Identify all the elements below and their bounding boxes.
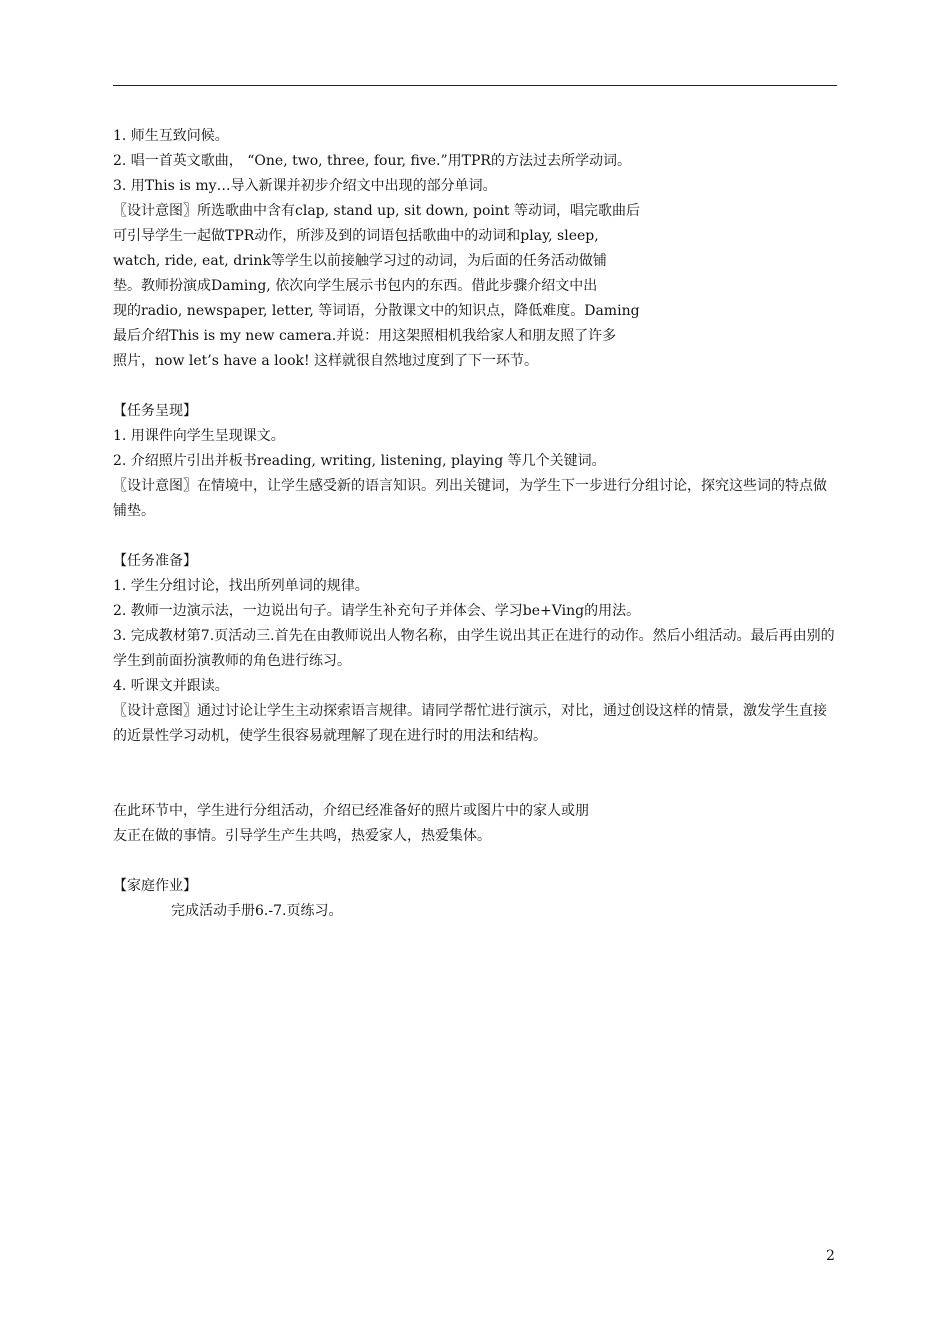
activity-line: 在此环节中，学生进行分组活动，介绍已经准备好的照片或图片中的家人或朋 <box>113 803 589 819</box>
section-heading: 【任务准备】 <box>113 553 197 569</box>
presentation-item: 1. 用课件向学生呈现课文。 <box>113 428 285 444</box>
spacer <box>113 374 837 399</box>
presentation-item: 2. 介绍照片引出并板书reading, writing, listening, playing 等几个关键词。 <box>113 453 606 469</box>
document-body <box>113 124 837 924</box>
design-intent-line: 垫。教师扮演成Daming, 依次向学生展示书包内的东西。借此步骤介绍文中出 <box>113 278 598 294</box>
design-intent-line: 〖设计意图〗所选歌曲中含有clap, stand up, sit down, point 等动词，唱完歌曲后 <box>113 203 640 219</box>
preparation-item: 4. 听课文并跟读。 <box>113 678 229 694</box>
preparation-item: 2. 教师一边演示法，一边说出句子。请学生补充句子并体会、学习be+Ving的用法。 <box>113 603 641 619</box>
design-intent-paragraph: 〖设计意图〗通过讨论让学生主动探索语言规律。请同学帮忙进行演示，对比，通过创设这样的情景，激发学生直接的近景性学习动机，使学生很容易就理解了现在进行时的用法和结构。 <box>113 703 827 744</box>
spacer <box>113 524 837 549</box>
homework-section <box>113 874 837 924</box>
header-rule <box>113 85 837 86</box>
presentation-section <box>113 399 837 524</box>
section-heading: 【任务呈现】 <box>113 403 197 419</box>
design-intent-line: 最后介绍This is my new camera.并说：用这架照相机我给家人和朋友照了许多 <box>113 328 617 344</box>
design-intent-line: 照片，now let’s have a look! 这样就很自然地过度到了下一环节。 <box>113 353 539 369</box>
section-heading: 【家庭作业】 <box>113 878 197 894</box>
spacer <box>113 849 837 874</box>
warmup-section <box>113 124 837 374</box>
preparation-item: 1. 学生分组讨论，找出所列单词的规律。 <box>113 578 369 594</box>
design-intent-line: 现的radio, newspaper, letter, 等词语，分散课文中的知识点，降低难度。Daming <box>113 303 640 319</box>
homework-text: 完成活动手册6.-7.页练习。 <box>171 903 343 919</box>
design-intent-line: watch, ride, eat, drink等学生以前接触学习过的动词，为后面的任务活动做铺 <box>113 253 607 269</box>
warmup-item: 3. 用This is my…导入新课并初步介绍文中出现的部分单词。 <box>113 178 497 194</box>
page-number: 2 <box>826 1248 835 1264</box>
activity-section <box>113 799 837 849</box>
spacer <box>113 774 837 799</box>
preparation-section <box>113 549 837 749</box>
design-intent-line: 可引导学生一起做TPR动作，所涉及到的词语包括歌曲中的动词和play, sleep, <box>113 228 599 244</box>
activity-line: 友正在做的事情。引导学生产生共鸣，热爱家人，热爱集体。 <box>113 828 491 844</box>
warmup-item: 1. 师生互致问候。 <box>113 128 229 144</box>
preparation-item: 3. 完成教材第7.页活动三.首先在由教师说出人物名称，由学生说出其正在进行的动作。然后小组活动。最后再由别的学生到前面扮演教师的角色进行练习。 <box>113 628 835 669</box>
design-intent-paragraph: 〖设计意图〗在情境中，让学生感受新的语言知识。列出关键词，为学生下一步进行分组讨论，探究这些词的特点做铺垫。 <box>113 478 827 519</box>
spacer <box>113 749 837 774</box>
warmup-item: 2. 唱一首英文歌曲， “One, two, three, four, five.”用TPR的方法过去所学动词。 <box>113 153 631 169</box>
